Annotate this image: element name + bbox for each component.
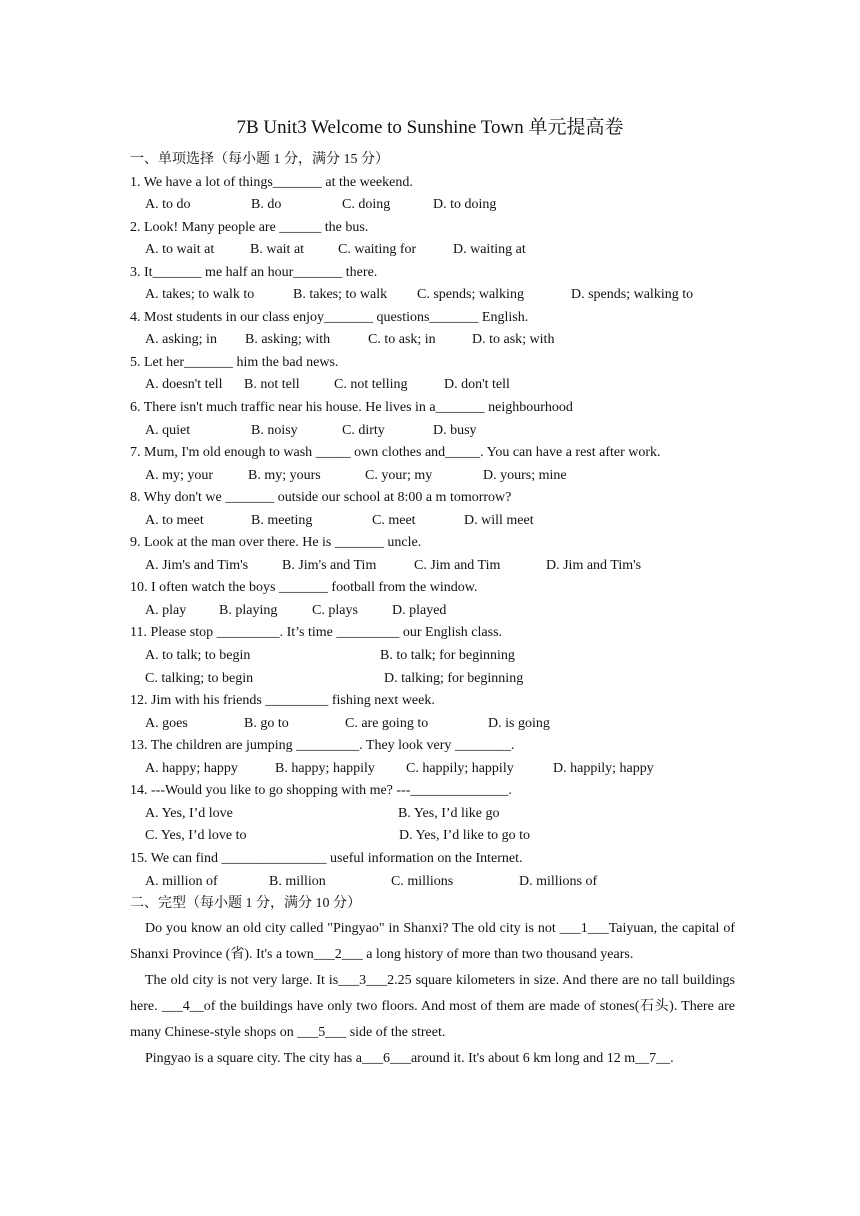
document-title: 7B Unit3 Welcome to Sunshine Town 单元提高卷: [236, 117, 624, 138]
passage-paragraph: Pingyao is a square city. The city has a___6___around it. It's about 6 km long and 12 m__7__.: [145, 1050, 674, 1066]
answer-options: [130, 803, 735, 826]
answer-option: B. my; yours: [248, 467, 321, 483]
answer-option: B. not tell: [244, 377, 300, 393]
answer-options: [130, 758, 735, 781]
answer-option: C. Yes, I’d love to: [145, 828, 247, 844]
answer-option: B. do: [251, 197, 282, 213]
answer-option: A. to talk; to begin: [145, 648, 251, 664]
answer-options: [130, 600, 735, 623]
answer-options: [130, 825, 735, 848]
answer-options: [130, 329, 735, 352]
passage-paragraph: Do you know an old city called "Pingyao" in Shanxi? The old city is not ___1___Taiyuan, the capital of Shanxi Province (省). It's a town___2___ a long history of more than two thousand years.: [130, 920, 735, 962]
question-stem: 15. We can find _______________ useful information on the Internet.: [130, 850, 523, 866]
answer-option: A. Yes, I’d love: [145, 805, 233, 821]
answer-option: D. played: [392, 602, 447, 618]
answer-option: D. spends; walking to: [571, 287, 694, 303]
answer-option: A. play: [145, 602, 187, 618]
answer-option: A. my; your: [145, 467, 214, 483]
answer-options: [130, 239, 735, 262]
answer-option: C. meet: [372, 512, 416, 528]
answer-option: A. to wait at: [145, 242, 215, 258]
question-stem: 13. The children are jumping _________. They look very ________.: [130, 738, 515, 754]
question-list: [130, 172, 735, 894]
document-body: [130, 149, 735, 1072]
answer-option: C. happily; happily: [406, 760, 514, 776]
question-stem: 2. Look! Many people are ______ the bus.: [130, 219, 369, 235]
answer-options: [130, 645, 735, 668]
answer-option: C. your; my: [365, 467, 433, 483]
answer-option: A. asking; in: [145, 332, 217, 348]
answer-options: [130, 871, 735, 894]
answer-option: D. to doing: [433, 197, 497, 213]
answer-options: [130, 374, 735, 397]
answer-option: C. to ask; in: [368, 332, 436, 348]
answer-option: B. Jim's and Tim: [282, 557, 377, 573]
answer-options: [130, 668, 735, 691]
answer-options: [130, 194, 735, 217]
question-stem: 7. Mum, I'm old enough to wash _____ own clothes and_____. You can have a rest after work.: [130, 445, 661, 461]
question-stem: 14. ---Would you like to go shopping with me? ---______________.: [130, 783, 512, 799]
answer-option: D. is going: [488, 715, 550, 731]
answer-option: B. asking; with: [245, 332, 331, 348]
answer-option: A. goes: [145, 715, 188, 731]
answer-option: C. are going to: [345, 715, 429, 731]
answer-option: D. yours; mine: [483, 467, 567, 483]
answer-option: B. meeting: [251, 512, 313, 528]
answer-option: D. Jim and Tim's: [546, 557, 642, 573]
answer-option: C. Jim and Tim: [414, 557, 501, 573]
answer-option: C. waiting for: [338, 242, 417, 258]
answer-option: C. spends; walking: [417, 287, 524, 303]
answer-option: C. dirty: [342, 422, 385, 438]
answer-option: B. million: [269, 873, 326, 889]
question-stem: 1. We have a lot of things_______ at the weekend.: [130, 174, 413, 190]
answer-option: C. plays: [312, 602, 358, 618]
cloze-passage: [130, 916, 735, 1072]
answer-option: D. waiting at: [453, 242, 526, 258]
question-stem: 9. Look at the man over there. He is _______ uncle.: [130, 535, 422, 551]
answer-options: [130, 713, 735, 736]
answer-option: B. playing: [219, 602, 278, 618]
answer-option: C. talking; to begin: [145, 670, 254, 686]
answer-option: D. Yes, I’d like to go to: [399, 828, 531, 844]
answer-option: D. don't tell: [444, 377, 510, 393]
answer-options: [130, 510, 735, 533]
answer-option: B. Yes, I’d like go: [398, 805, 500, 821]
answer-option: D. busy: [433, 422, 477, 438]
answer-option: B. takes; to walk: [293, 287, 388, 303]
answer-option: D. will meet: [464, 512, 534, 528]
answer-option: C. not telling: [334, 377, 408, 393]
answer-option: A. doesn't tell: [145, 377, 223, 393]
answer-option: A. takes; to walk to: [145, 287, 255, 303]
answer-option: B. wait at: [250, 242, 305, 258]
question-stem: 11. Please stop _________. It’s time _________ our English class.: [130, 625, 503, 641]
answer-option: C. doing: [342, 197, 391, 213]
answer-option: A. happy; happy: [145, 760, 238, 776]
answer-option: B. go to: [244, 715, 289, 731]
answer-option: D. millions of: [519, 873, 598, 889]
question-stem: 8. Why don't we _______ outside our school at 8:00 a m tomorrow?: [130, 490, 512, 506]
answer-option: C. millions: [391, 873, 454, 889]
question-stem: 3. It_______ me half an hour_______ there.: [130, 264, 378, 280]
answer-options: [130, 284, 735, 307]
answer-option: B. noisy: [251, 422, 298, 438]
answer-options: [130, 555, 735, 578]
question-stem: 4. Most students in our class enjoy_______ questions_______ English.: [130, 309, 529, 325]
answer-option: A. quiet: [145, 422, 191, 438]
question-stem: 12. Jim with his friends _________ fishing next week.: [130, 693, 435, 709]
answer-option: B. happy; happily: [275, 760, 375, 776]
answer-option: D. happily; happy: [553, 760, 654, 776]
answer-option: D. talking; for beginning: [384, 670, 524, 686]
answer-option: B. to talk; for beginning: [380, 648, 515, 664]
section-1-heading: 一、单项选择（每小题 1 分，满分 15 分）: [130, 152, 389, 167]
answer-option: A. Jim's and Tim's: [145, 557, 249, 573]
passage-paragraph: The old city is not very large. It is___3___2.25 square kilometers in size. And there are no tall buildings here. ___4__of the buildings have only two floors. And most of them are made of stones(石头). There are many Chinese-style shops on ___5___ side of the street.: [130, 972, 735, 1040]
section-2-heading: 二、完型（每小题 1 分，满分 10 分）: [130, 896, 361, 912]
answer-options: [130, 420, 735, 443]
answer-options: [130, 465, 735, 488]
answer-option: A. million of: [145, 873, 218, 889]
question-stem: 6. There isn't much traffic near his house. He lives in a_______ neighbourhood: [130, 400, 573, 416]
answer-option: D. to ask; with: [472, 332, 555, 348]
answer-option: A. to do: [145, 197, 191, 213]
answer-option: A. to meet: [145, 512, 204, 528]
question-stem: 5. Let her_______ him the bad news.: [130, 354, 339, 370]
question-stem: 10. I often watch the boys _______ football from the window.: [130, 580, 478, 596]
